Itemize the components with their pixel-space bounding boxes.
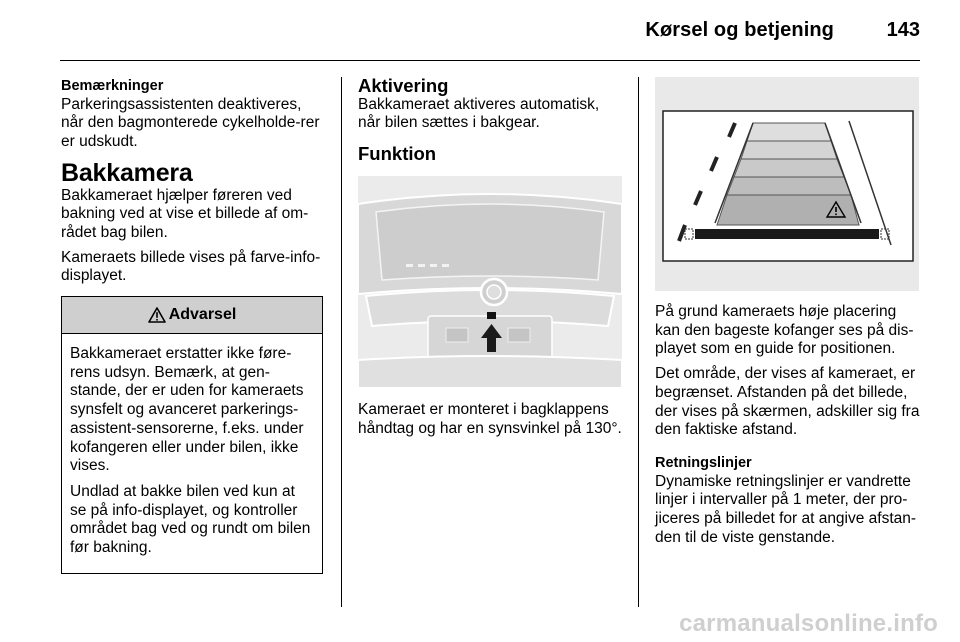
page-title: Kørsel og betjening: [645, 19, 834, 41]
tailgate-drawing: [358, 176, 622, 388]
paragraph: Dynamiske retningslinjer er vandrette linjer i intervaller på 1 meter, der pro-jiceres på billedet for at angive afstan-den til de viste genstande.: [655, 472, 917, 546]
column-3: [655, 77, 923, 553]
section-heading: Bakkamera: [61, 158, 193, 187]
paragraph: Kameraets billede vises på farve-info-displayet.: [61, 248, 321, 285]
heading-function: Funktion: [358, 143, 437, 165]
note-text: Parkeringsassistenten deaktiveres, når den bagmonterede cykelholde-rer er udskudt.: [61, 95, 320, 151]
figure-caption: Kameraet er monteret i bagklappens håndtag og har en synsvinkel på 130°.: [358, 400, 622, 437]
page-number: 143: [886, 19, 920, 41]
paragraph: Bakkameraet aktiveres automatisk, når bilen sættes i bakgear.: [358, 95, 600, 132]
paragraph: Det område, der vises af kameraet, er begrænset. Afstanden på det billede, der vises på skærmen, adskiller sig fra den faktiske afstand.: [655, 365, 920, 439]
warning-triangle-icon: [148, 307, 166, 323]
page-header: [0, 0, 960, 62]
column-1: [61, 77, 326, 574]
warning-label: Advarsel: [168, 305, 237, 323]
heading-activation: Aktivering: [358, 75, 449, 96]
subheading-guidelines: Retningslinjer: [655, 454, 752, 471]
column-separator: [638, 77, 639, 607]
header-rule: [60, 60, 920, 61]
column-separator: [341, 77, 342, 607]
warning-body: [62, 334, 322, 573]
warning-header: [62, 297, 322, 334]
warning-box: [61, 296, 323, 574]
guidelines-drawing: [655, 77, 919, 291]
note-heading: Bemærkninger: [61, 78, 164, 94]
paragraph: Bakkameraet hjælper føreren ved bakning ved at vise et billede af om-rådet bag bilen.: [61, 186, 309, 241]
camera-display-illustration: [655, 77, 919, 291]
rear-camera-illustration: [358, 176, 622, 388]
warning-paragraph: Bakkameraet erstatter ikke føre-rens udsyn. Bemærk, at gen-stande, der er uden for kameraets synsfelt og avanceret parkerings-assistent-sensorerne, f.eks. under kofangeren eller under bilen, ikke vises.: [70, 345, 304, 475]
watermark: carmanualsonline.info: [679, 610, 938, 637]
paragraph: På grund kameraets høje placering kan den bageste kofanger ses på dis-playet som en guide for positionen.: [655, 303, 914, 358]
warning-paragraph: Undlad at bakke bilen ved kun at se på info-displayet, og kontroller området bag ved og rundt om bilen før bakning.: [70, 482, 311, 557]
column-2: [358, 77, 624, 444]
